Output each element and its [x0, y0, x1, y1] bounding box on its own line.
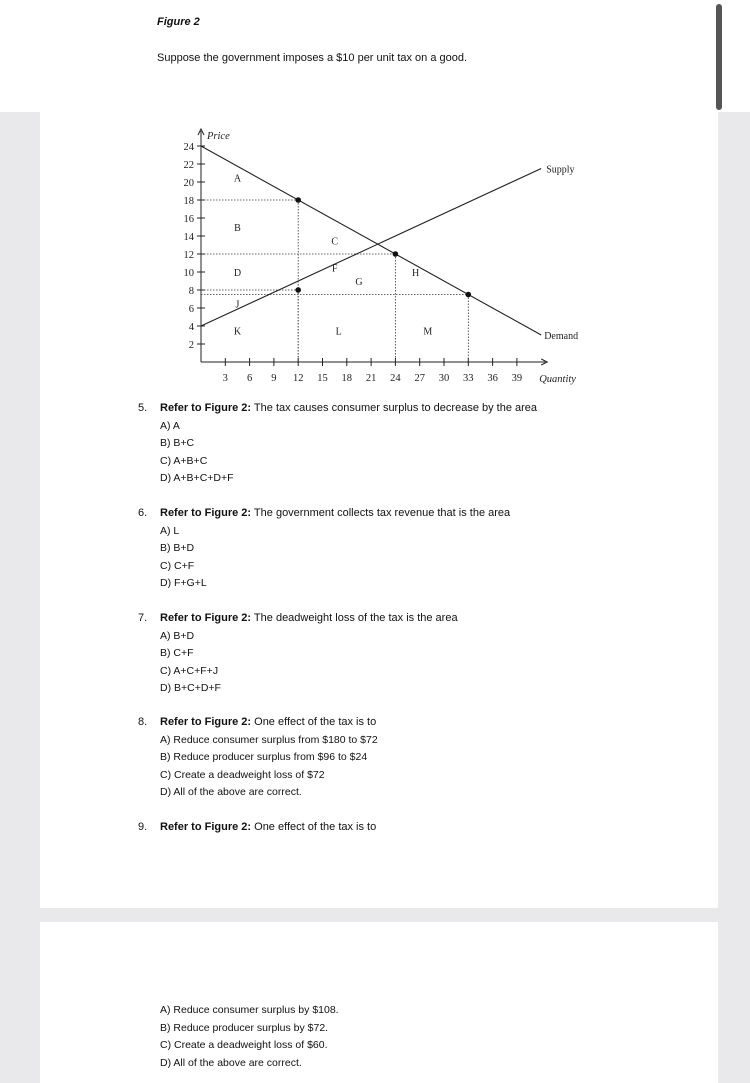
option[interactable]: B) B+C — [160, 437, 195, 449]
x-tick-label: 33 — [463, 373, 474, 384]
data-point — [295, 287, 301, 293]
area-label-m: M — [423, 326, 433, 338]
x-tick-label: 9 — [271, 373, 277, 384]
option[interactable]: A) A — [160, 419, 180, 432]
x-tick-label: 21 — [365, 373, 377, 384]
area-label-h: H — [412, 268, 420, 279]
supply-label: Supply — [546, 164, 575, 176]
question-8 — [138, 714, 378, 802]
y-tick-label: 6 — [188, 304, 194, 315]
supply-demand-chart — [160, 110, 579, 385]
option[interactable]: D) All of the above are correct. — [160, 1056, 302, 1069]
y-tick-label: 2 — [188, 340, 194, 351]
question-stem — [138, 819, 376, 837]
area-label-l: L — [335, 326, 342, 338]
question-7 — [138, 610, 458, 698]
question-number: 9. — [138, 821, 148, 833]
option[interactable]: A) L — [160, 524, 180, 537]
y-tick-label: 22 — [183, 160, 194, 171]
area-label-c: C — [331, 236, 338, 248]
y-tick-label: 4 — [188, 322, 194, 333]
y-tick-label: 12 — [183, 250, 194, 261]
area-label-b: B — [234, 223, 241, 234]
option[interactable]: B) Reduce producer surplus from $96 to $24 — [160, 751, 368, 763]
figure-intro: Suppose the government imposes a $10 per unit tax on a good. — [157, 52, 468, 64]
question-stem — [138, 714, 378, 732]
question-number: 7. — [138, 612, 148, 624]
option[interactable]: A) Reduce consumer surplus from $180 to $72 — [160, 733, 378, 746]
question-lead: Refer to Figure 2: — [160, 716, 252, 728]
x-tick-label: 36 — [487, 373, 498, 384]
question-stem — [138, 505, 510, 523]
x-tick-label: 6 — [246, 373, 253, 384]
question-9 — [138, 819, 376, 837]
y-tick-label: 16 — [183, 214, 194, 225]
question-6 — [138, 505, 510, 593]
question-stem — [138, 610, 458, 628]
option[interactable]: D) All of the above are correct. — [160, 786, 302, 798]
data-point — [393, 251, 399, 257]
x-tick-label: 18 — [341, 373, 353, 384]
option[interactable]: B) B+D — [160, 542, 195, 554]
y-tick-label: 20 — [183, 178, 194, 189]
area-label-g: G — [355, 277, 363, 288]
data-point — [295, 197, 301, 203]
question-lead: Refer to Figure 2: — [160, 612, 252, 624]
question-text: One effect of the tax is to — [251, 716, 377, 728]
area-label-a: A — [233, 173, 242, 185]
option[interactable]: C) C+F — [160, 559, 195, 572]
option[interactable]: B) Reduce producer surplus by $72. — [160, 1021, 329, 1034]
area-label-d: D — [233, 268, 242, 279]
option[interactable]: D) F+G+L — [160, 577, 207, 589]
demand-label: Demand — [544, 331, 579, 342]
x-tick-label: 27 — [414, 373, 425, 384]
x-axis-label: Quantity — [539, 374, 576, 385]
area-label-j: J — [235, 299, 240, 311]
question-text: The government collects tax revenue that is the area — [251, 507, 511, 519]
x-tick-label: 15 — [317, 373, 328, 384]
x-tick-label: 3 — [222, 373, 228, 384]
y-tick-label: 18 — [183, 196, 194, 207]
y-tick-label: 10 — [183, 268, 194, 279]
option[interactable]: A) Reduce consumer surplus by $108. — [160, 1004, 339, 1016]
question-number: 5. — [138, 402, 148, 414]
option[interactable]: C) Create a deadweight loss of $60. — [160, 1039, 328, 1051]
y-tick-label: 8 — [188, 286, 194, 297]
y-tick-label: 14 — [183, 232, 194, 243]
question-number: 8. — [138, 716, 148, 728]
option[interactable]: D) B+C+D+F — [160, 682, 221, 694]
x-tick-label: 39 — [511, 373, 523, 384]
x-tick-label: 12 — [292, 373, 304, 384]
option[interactable]: D) A+B+C+D+F — [160, 472, 234, 484]
question-lead: Refer to Figure 2: — [160, 507, 252, 519]
option[interactable]: B) C+F — [160, 647, 194, 659]
y-axis-label: Price — [207, 131, 230, 142]
option[interactable]: A) B+D — [160, 629, 195, 642]
data-point — [466, 292, 472, 298]
x-tick-label: 30 — [438, 373, 450, 384]
demand-curve — [201, 146, 541, 335]
question-lead: Refer to Figure 2: — [160, 402, 252, 414]
option[interactable]: C) A+B+C — [160, 454, 208, 467]
question-5 — [138, 400, 537, 488]
area-label-k: K — [233, 326, 242, 338]
option[interactable]: C) A+C+F+J — [160, 664, 219, 677]
question-text: One effect of the tax is to — [251, 821, 377, 833]
question-9-options — [138, 1002, 339, 1072]
question-text: The deadweight loss of the tax is the area — [251, 612, 458, 624]
scrollbar-thumb[interactable] — [716, 4, 722, 110]
area-label-f: F — [331, 263, 338, 275]
question-stem — [138, 400, 537, 418]
figure-title: Figure 2 — [157, 16, 200, 28]
question-text: The tax causes consumer surplus to decrease by the area — [251, 402, 538, 414]
x-tick-label: 24 — [390, 373, 401, 384]
supply-curve — [201, 169, 541, 327]
y-tick-label: 24 — [183, 142, 194, 153]
option[interactable]: C) Create a deadweight loss of $72 — [160, 768, 325, 781]
question-number: 6. — [138, 507, 148, 519]
question-lead: Refer to Figure 2: — [160, 821, 252, 833]
